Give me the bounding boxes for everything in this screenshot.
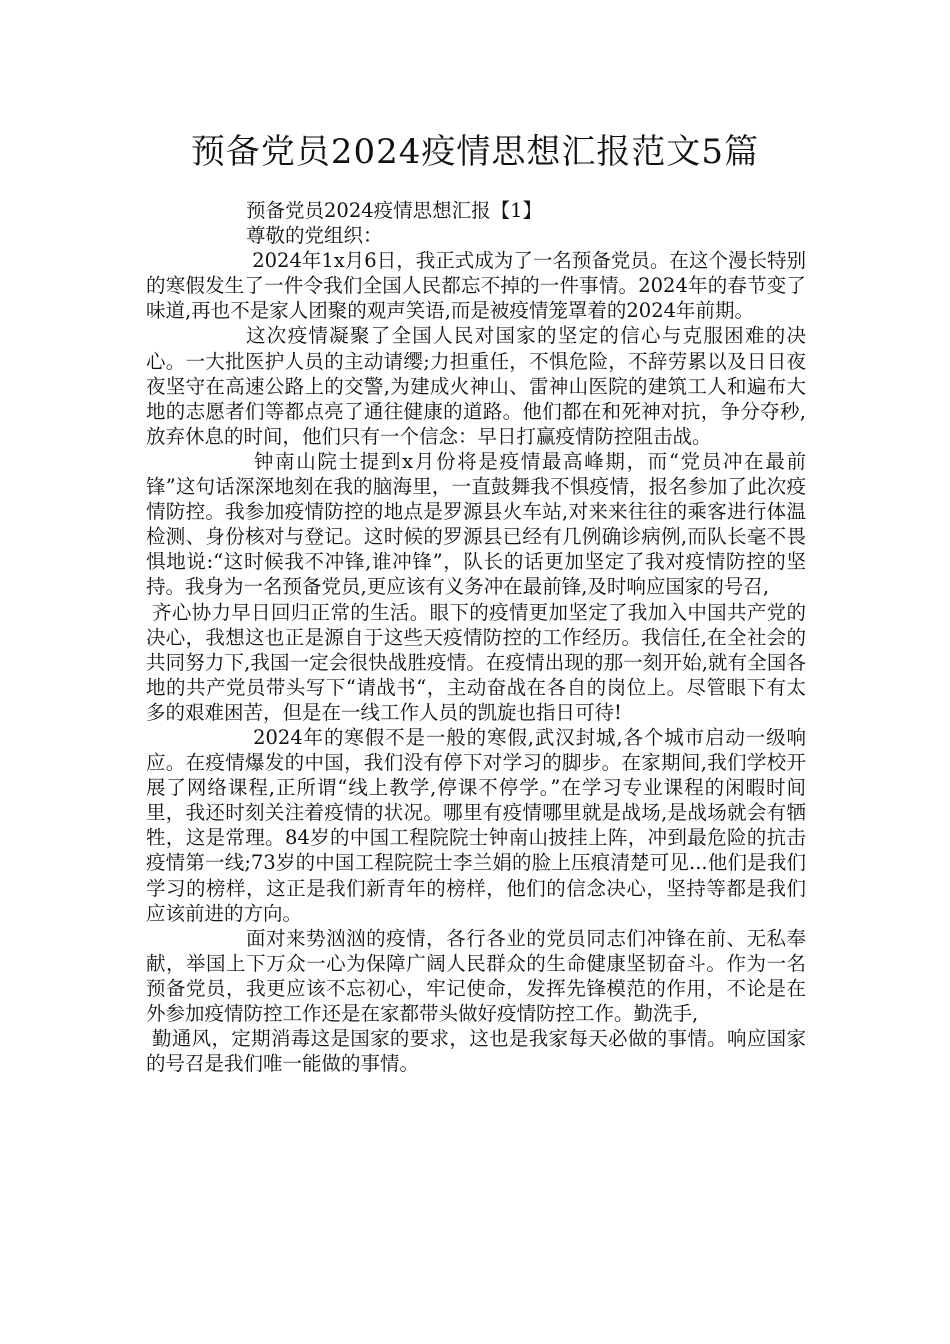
paragraph-6: 面对来势汹汹的疫情，各行各业的党员同志们冲锋在前、无私奉献，举国上下万众一心为保障广阔人民群众的生命健康坚韧奋斗。作为一名预备党员，我更应该不忘初心，牢记使命，发挥先锋模范的作用，不论是在外参加疫情防控工作还是在家都带头做好疫情防控工作。勤洗手,	[146, 926, 806, 1025]
paragraph-7: 勤通风，定期消毒这是国家的要求，这也是我家每天必做的事情。响应国家的号召是我们唯一能做的事情。	[146, 1027, 806, 1076]
paragraph-5: 2024年的寒假不是一般的寒假,武汉封城,各个城市启动一级响应。在疫情爆发的中国，我们没有停下对学习的脚步。在家期间,我们学校开展了网络课程,正所谓“线上教学,停课不停学。”在学习专业课程的闲暇时间里，我还时刻关注着疫情的状况。哪里有疫情哪里就是战场,是战场就会有牺牲，这是常理。84岁的中国工程院院士钟南山披挂上阵，冲到最危险的抗击疫情第一线;73岁的中国工程院院士李兰娟的脸上压痕清楚可见...他们是我们学习的榜样，这正是我们新青年的榜样，他们的信念决心，坚持等都是我们应该前进的方向。	[146, 725, 807, 925]
paragraph-4: 齐心协力早日回归正常的生活。眼下的疫情更加坚定了我加入中国共产党的决心，我想这也正是源自于这些天疫情防控的工作经历。我信任,在全社会的共同努力下,我国一定会很快战胜疫情。在疫情出现的那一刻开始,就有全国各地的共产党员带头写下“请战书“，主动奋战在各自的岗位上。尽管眼下有太多的艰难困苦，但是在一线工作人员的凯旋也指日可待!	[146, 600, 806, 724]
salutation: 尊敬的党组织：	[246, 224, 383, 248]
document-title: 预备党员2024疫情思想汇报范文5篇	[190, 132, 760, 172]
paragraph-3: 钟南山院士提到x月份将是疫情最高峰期，而“党员冲在最前锋”这句话深深地刻在我的脑海里，一直鼓舞我不惧疫情，报名参加了此次疫情防控。我参加疫情防控的地点是罗源县火车站,对来来往往的乘客进行体温检测、身份核对与登记。这时候的罗源县已经有几例确诊病例,而队长毫不畏惧地说:“这时候我不冲锋,谁冲锋”，队长的话更加坚定了我对疫情防控的坚持。我身为一名预备党员,更应该有义务冲在最前锋,及时响应国家的号召,	[146, 449, 807, 599]
paragraph-1: 2024年1x月6日，我正式成为了一名预备党员。在这个漫长特别的寒假发生了一件令我们全国人民都忘不掉的一件事情。2024年的春节变了味道,再也不是家人团聚的观声笑语,而是被疫情笼罩着的2024年前期。	[146, 249, 807, 323]
document-body	[146, 198, 806, 1076]
paragraph-2: 这次疫情凝聚了全国人民对国家的坚定的信心与克服困难的决心。一大批医护人员的主动请缨;力担重任，不惧危险，不辞劳累以及日日夜夜坚守在高速公路上的交警,为建成火神山、雷神山医院的建筑工人和遍布大地的志愿者们等都点亮了通往健康的道路。他们都在和死神对抗，争分夺秒,放弃休息的时间，他们只有一个信念：早日打赢疫情防控阻击战。	[146, 324, 806, 448]
section-heading: 预备党员2024疫情思想汇报【1】	[246, 199, 543, 222]
